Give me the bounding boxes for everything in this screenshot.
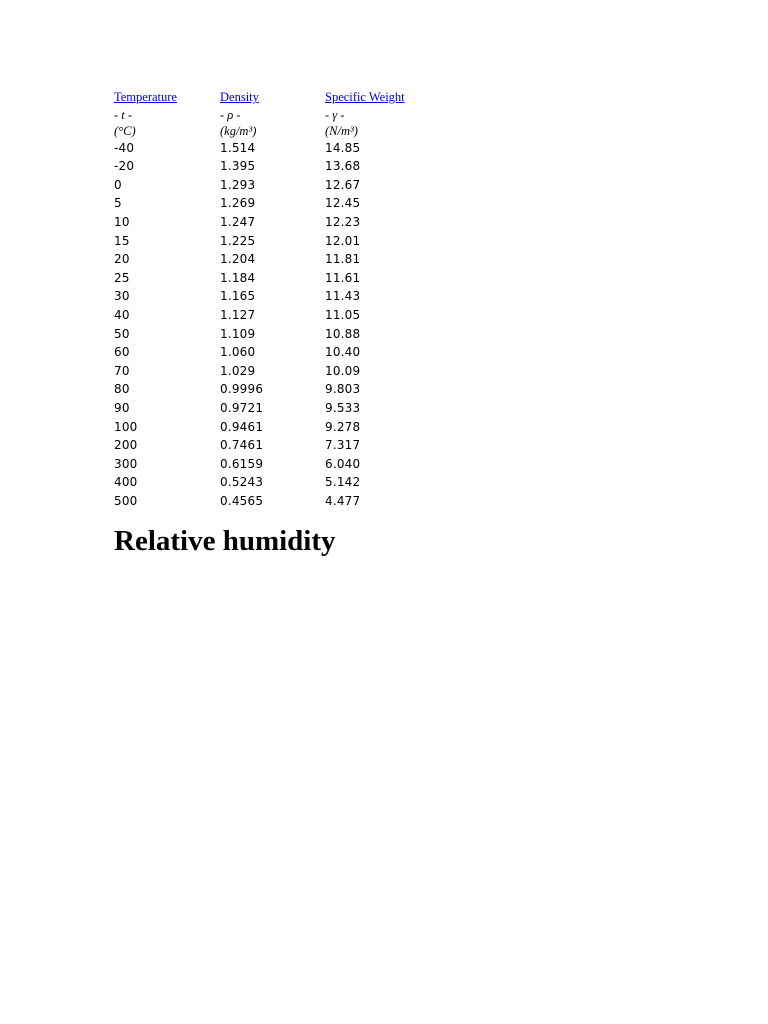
- table-row: [114, 418, 445, 437]
- air-properties-table: [114, 88, 445, 510]
- header-row: [114, 88, 445, 107]
- density-cell: 1.225: [220, 233, 256, 248]
- specific-weight-cell: 13.68: [325, 159, 361, 174]
- density-cell: 1.293: [220, 177, 256, 192]
- temperature-cell: -20: [114, 159, 135, 174]
- temperature-cell: 70: [114, 363, 130, 378]
- density-cell: 0.4565: [220, 493, 264, 508]
- temperature-cell: 60: [114, 345, 130, 360]
- temperature-cell: 100: [114, 419, 138, 434]
- header-cell-specific-weight: [325, 88, 445, 107]
- density-cell: 0.6159: [220, 456, 264, 471]
- table-row: [114, 399, 445, 418]
- specific-weight-cell: 11.61: [325, 270, 361, 285]
- density-cell: 1.109: [220, 326, 256, 341]
- temperature-cell: 20: [114, 252, 130, 267]
- specific-weight-cell: 10.09: [325, 363, 361, 378]
- density-cell: 0.5243: [220, 475, 264, 490]
- specific-weight-cell: 11.43: [325, 289, 361, 304]
- density-header-link[interactable]: Density: [220, 90, 259, 104]
- temperature-cell: 300: [114, 456, 138, 471]
- temperature-cell: 80: [114, 382, 130, 397]
- temperature-cell: 200: [114, 438, 138, 453]
- density-cell: 0.9461: [220, 419, 264, 434]
- density-cell: 1.029: [220, 363, 256, 378]
- table-row: [114, 380, 445, 399]
- temperature-cell: 30: [114, 289, 130, 304]
- density-cell: 0.9996: [220, 382, 264, 397]
- specific-weight-cell: 11.81: [325, 252, 361, 267]
- table-row: [114, 250, 445, 269]
- specific-weight-symbol: - γ -: [325, 107, 345, 122]
- symbol-row: [114, 107, 445, 123]
- table-row: [114, 269, 445, 288]
- temperature-symbol: - t -: [114, 107, 133, 122]
- specific-weight-cell: 9.803: [325, 382, 361, 397]
- table-row: [114, 287, 445, 306]
- temperature-cell: 500: [114, 493, 138, 508]
- temperature-cell: 400: [114, 475, 138, 490]
- density-cell: 0.7461: [220, 438, 264, 453]
- specific-weight-cell: 11.05: [325, 307, 361, 322]
- section-heading-relative-humidity: Relative humidity: [114, 525, 336, 558]
- density-cell: 1.269: [220, 196, 256, 211]
- density-cell: 1.184: [220, 270, 256, 285]
- table-row: [114, 213, 445, 232]
- table-row: [114, 176, 445, 195]
- density-cell: 1.060: [220, 345, 256, 360]
- density-cell: 1.165: [220, 289, 256, 304]
- table-row: [114, 325, 445, 344]
- specific-weight-cell: 12.45: [325, 196, 361, 211]
- table-row: [114, 194, 445, 213]
- density-cell: 1.514: [220, 140, 256, 155]
- table-row: [114, 362, 445, 381]
- header-cell-temperature: [114, 88, 220, 107]
- temperature-cell: 15: [114, 233, 130, 248]
- specific-weight-cell: 10.88: [325, 326, 361, 341]
- temperature-cell: 50: [114, 326, 130, 341]
- table-row: [114, 157, 445, 176]
- density-cell: 1.204: [220, 252, 256, 267]
- temperature-cell: -40: [114, 140, 135, 155]
- table-row: [114, 492, 445, 511]
- specific-weight-cell: 9.533: [325, 400, 361, 415]
- temperature-cell: 10: [114, 214, 130, 229]
- density-symbol: - ρ -: [220, 107, 241, 122]
- temperature-cell: 0: [114, 177, 122, 192]
- document-body: [114, 88, 445, 558]
- table-row: [114, 343, 445, 362]
- specific-weight-cell: 5.142: [325, 475, 361, 490]
- temperature-cell: 25: [114, 270, 130, 285]
- temperature-cell: 90: [114, 400, 130, 415]
- temperature-cell: 40: [114, 307, 130, 322]
- temperature-cell: 5: [114, 196, 122, 211]
- temperature-header-link[interactable]: Temperature: [114, 90, 177, 104]
- temperature-unit: (°C): [114, 123, 136, 138]
- specific-weight-cell: 7.317: [325, 438, 361, 453]
- header-cell-density: [220, 88, 325, 107]
- specific-weight-cell: 12.01: [325, 233, 361, 248]
- specific-weight-cell: 6.040: [325, 456, 361, 471]
- density-cell: 1.395: [220, 159, 256, 174]
- density-unit: (kg/m³): [220, 123, 257, 138]
- specific-weight-cell: 4.477: [325, 493, 361, 508]
- table-row: [114, 455, 445, 474]
- table-row: [114, 232, 445, 251]
- density-cell: 1.127: [220, 307, 256, 322]
- unit-row: [114, 123, 445, 139]
- density-cell: 0.9721: [220, 400, 264, 415]
- specific-weight-header-link[interactable]: Specific Weight: [325, 90, 405, 104]
- specific-weight-cell: 10.40: [325, 345, 361, 360]
- table-row: [114, 139, 445, 158]
- table-row: [114, 436, 445, 455]
- specific-weight-cell: 14.85: [325, 140, 361, 155]
- specific-weight-cell: 12.23: [325, 214, 361, 229]
- specific-weight-cell: 12.67: [325, 177, 361, 192]
- table-body: [114, 88, 445, 510]
- specific-weight-cell: 9.278: [325, 419, 361, 434]
- specific-weight-unit: (N/m³): [325, 123, 358, 138]
- table-row: [114, 473, 445, 492]
- table-row: [114, 306, 445, 325]
- density-cell: 1.247: [220, 214, 256, 229]
